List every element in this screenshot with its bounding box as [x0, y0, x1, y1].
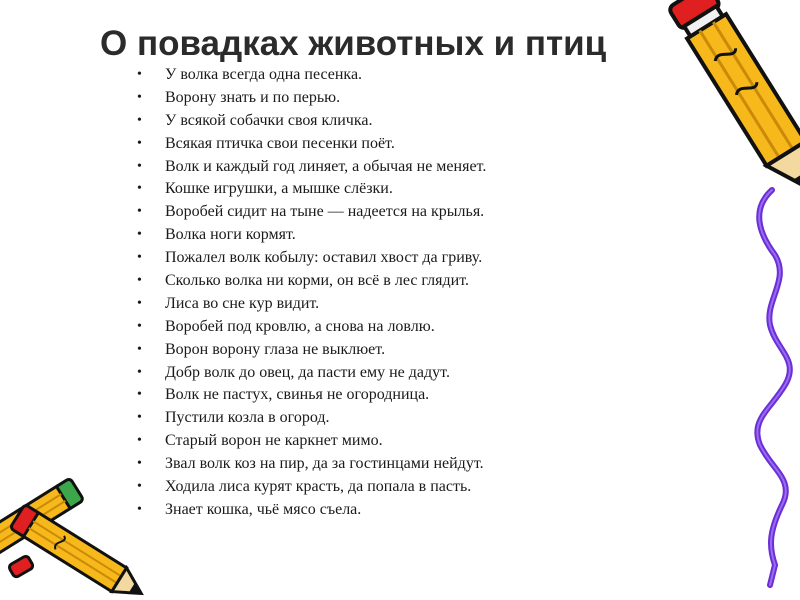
list-item: • Пустили козла в огород.: [135, 407, 486, 430]
list-item: • Ворону знать и по перью.: [135, 87, 486, 110]
list-item: • Ворон ворону глаза не выклюет.: [135, 339, 486, 362]
list-item: • Сколько волка ни корми, он всё в лес глядит.: [135, 270, 486, 293]
list-item: • Звал волк коз на пир, да за гостинцами нейдут.: [135, 453, 486, 476]
list-item: • Ходила лиса курят красть, да попала в пасть.: [135, 476, 486, 499]
list-item: • Старый ворон не каркнет мимо.: [135, 430, 486, 453]
list-item: • Лиса во сне кур видит.: [135, 293, 486, 316]
list-item: • Пожалел волк кобылу: оставил хвост да гриву.: [135, 247, 486, 270]
list-item: • Добр волк до овец, да пасти ему не дадут.: [135, 362, 486, 385]
list-item: • Воробей сидит на тыне — надеется на крылья.: [135, 201, 486, 224]
list-item: • У всякой собачки своя кличка.: [135, 110, 486, 133]
list-item: • Волк и каждый год линяет, а обычая не меняет.: [135, 156, 486, 179]
proverb-list: [135, 64, 486, 522]
list-item: • Волк не пастух, свинья не огородница.: [135, 384, 486, 407]
list-item: • Волка ноги кормят.: [135, 224, 486, 247]
pencils-icon: [0, 470, 175, 600]
list-item: • Всякая птичка свои песенки поёт.: [135, 133, 486, 156]
slide-title: О повадках животных и птиц: [100, 24, 607, 63]
list-item: • Знает кошка, чьё мясо съела.: [135, 499, 486, 522]
pencil-icon: [600, 0, 800, 600]
list-item: • Воробей под кровлю, а снова на ловлю.: [135, 316, 486, 339]
list-item: • Кошке игрушки, а мышке слёзки.: [135, 178, 486, 201]
list-item: • У волка всегда одна песенка.: [135, 64, 486, 87]
